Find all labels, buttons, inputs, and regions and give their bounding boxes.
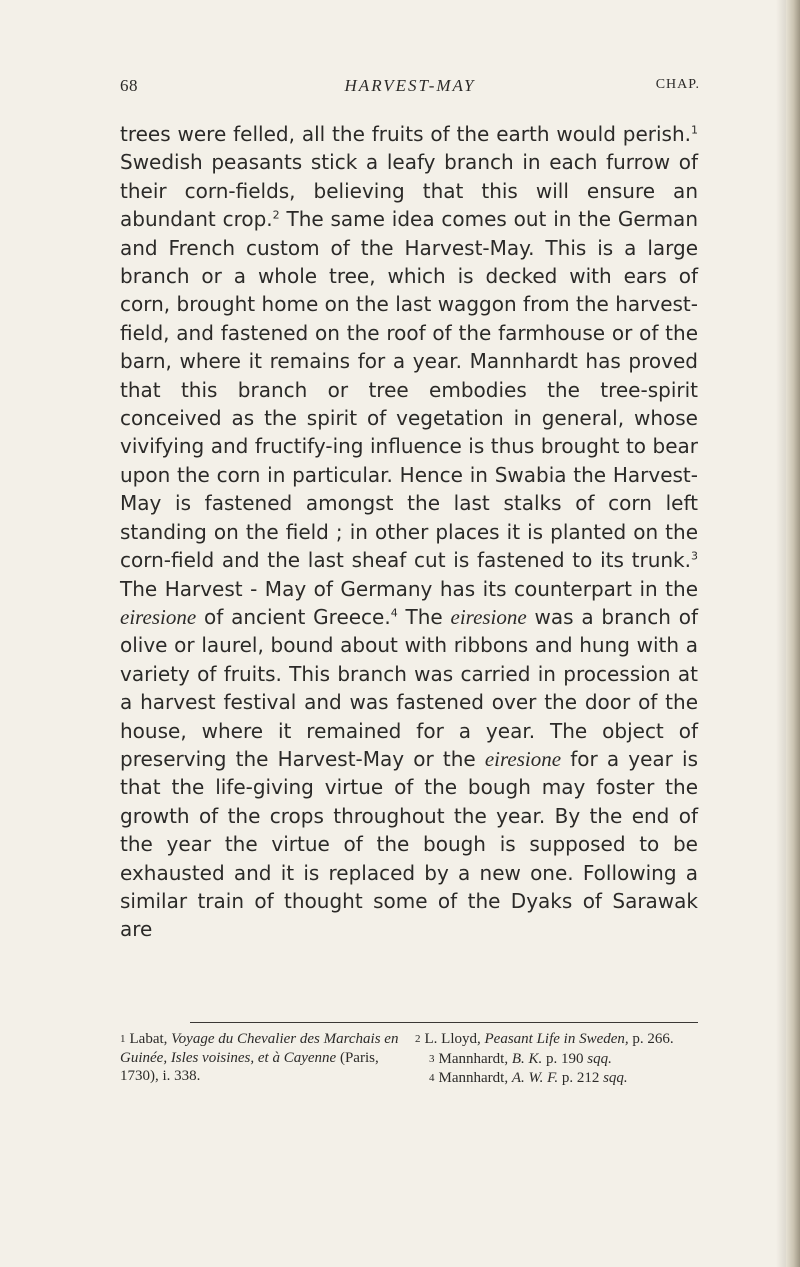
footnote-title: A. W. F. <box>511 1070 559 1086</box>
body-paragraph <box>120 120 698 944</box>
page-number: 68 <box>120 76 138 95</box>
chapter-label: CHAP. <box>655 77 700 92</box>
footnote-column-right <box>415 1030 700 1089</box>
footnote-3 <box>415 1050 700 1069</box>
footnote-text: Mannhardt, <box>438 1070 512 1086</box>
page-gutter-shadow <box>776 0 786 1267</box>
page-header <box>120 76 700 100</box>
body-text-segment: of ancient Greece. <box>196 604 391 629</box>
footnote-number: 2 <box>415 1033 421 1045</box>
footnote-ref-3: 3 <box>691 549 698 563</box>
body-text-segment: The <box>397 604 451 629</box>
footnote-title: Voyage du Chevalier des Marchais en Guinée, Isles voisines, et à Cayenne <box>120 1031 399 1066</box>
footnote-ref-4: 4 <box>390 606 398 620</box>
footnote-number: 4 <box>429 1072 435 1084</box>
term-eiresione: eiresione <box>120 604 197 629</box>
footnote-2 <box>415 1030 700 1049</box>
body-text-segment: The Harvest - May of Germany has its counterpart in the <box>120 576 698 601</box>
page-edge <box>786 0 800 1267</box>
footnote-4 <box>415 1069 700 1088</box>
footnote-rule <box>190 1022 698 1023</box>
footnote-text: p. 190 <box>542 1050 588 1067</box>
footnote-ref-1: 1 <box>691 123 698 137</box>
term-eiresione: eiresione <box>450 604 527 629</box>
body-text-segment: trees were felled, all the fruits of the earth would perish. <box>120 122 691 146</box>
body-text-segment: was a branch of olive or laurel, bound about with ribbons and hung with a variety of fruits. This branch was carried in procession at a harvest festival and was fastened over the door of the house, where it remained for a year. The object of preserving the Harvest-May or the <box>120 604 698 771</box>
footnote-text: L. Lloyd, <box>424 1031 485 1047</box>
body-text-segment: for a year is that the life-giving virtue of the bough may foster the growth of the crops throughout the year. By the end of the year the virtue of the bough is supposed to be exhausted and it is replaced by a new one. Following a similar train of thought some of the Dyaks of Sarawak are <box>120 746 699 942</box>
footnote-number: 3 <box>429 1052 435 1065</box>
footnote-column-left <box>120 1030 405 1087</box>
footnote-text: p. 212 <box>558 1070 604 1086</box>
term-eiresione: eiresione <box>484 746 562 771</box>
footnote-1 <box>120 1030 405 1086</box>
footnote-text: Mannhardt, <box>438 1050 512 1067</box>
running-title: HARVEST-MAY <box>344 76 476 95</box>
body-text-segment: The same idea comes out in the German and French custom of the Harvest-May. This is a large branch or a whole tree, which is decked with ears of corn, brought home on the last waggon from the harvest-field, and fastened on the roof of the farmhouse or of the barn, where it remains for a year. Mannhardt has proved that this branch or tree embodies the tree-spirit conceived as the spirit of vegetation in general, whose vivifying and fructify-ing influence is thus brought to bear upon the corn in particular. Hence in Swabia the Harvest-May is fastened amongst the last stalks of corn left standing on the field ; in other places it is planted on the corn-field and the last sheaf cut is fastened to its trunk. <box>120 207 698 573</box>
footnote-title: Peasant Life in Sweden, <box>484 1031 629 1047</box>
footnote-suffix: sqq. <box>603 1070 628 1086</box>
footnote-title: B. K. <box>511 1050 543 1067</box>
footnote-ref-2: 2 <box>272 208 280 222</box>
footnote-suffix: sqq. <box>587 1050 612 1067</box>
body-text-segment: Swedish peasants stick a leafy branch in each furrow of their corn-fields, believing that this will ensure an abundant crop. <box>120 150 698 232</box>
footnote-text: (Paris, 1730), i. 338. <box>120 1049 379 1084</box>
footnote-text: Labat, <box>129 1031 172 1047</box>
footnote-number: 1 <box>120 1033 126 1045</box>
footnote-text: p. 266. <box>628 1031 674 1047</box>
